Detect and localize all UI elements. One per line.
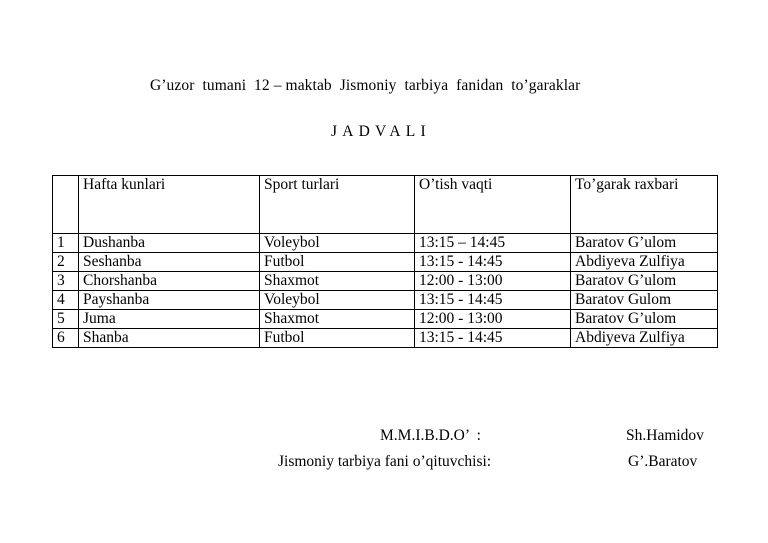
row-time: 13:15 - 14:45 <box>415 291 571 310</box>
row-weekday: Payshanba <box>79 291 260 310</box>
table-row <box>53 291 718 310</box>
table-row <box>53 253 718 272</box>
header-weekday: Hafta kunlari <box>79 176 260 234</box>
table-row <box>53 329 718 348</box>
row-number: 4 <box>53 291 79 310</box>
row-time: 13:15 - 14:45 <box>415 253 571 272</box>
row-number: 3 <box>53 272 79 291</box>
schedule-table <box>52 175 718 348</box>
document-subtitle: JADVALI <box>331 123 431 140</box>
row-weekday: Chorshanba <box>79 272 260 291</box>
teacher-name: G’.Baratov <box>628 453 698 470</box>
table-header-row <box>53 176 718 234</box>
row-sport: Shaxmot <box>260 310 415 329</box>
row-number: 6 <box>53 329 79 348</box>
row-leader: Abdiyeva Zulfiya <box>571 253 718 272</box>
row-leader: Baratov G’ulom <box>571 272 718 291</box>
teacher-label: Jismoniy tarbiya fani o’qituvchisi: <box>278 453 492 470</box>
row-sport: Shaxmot <box>260 272 415 291</box>
header-sport: Sport turlari <box>260 176 415 234</box>
row-leader: Baratov G’ulom <box>571 310 718 329</box>
header-number <box>53 176 79 234</box>
row-time: 12:00 - 13:00 <box>415 310 571 329</box>
row-sport: Voleybol <box>260 234 415 253</box>
row-time: 13:15 - 14:45 <box>415 329 571 348</box>
row-leader: Baratov Gulom <box>571 291 718 310</box>
row-weekday: Shanba <box>79 329 260 348</box>
document-title: G’uzor tumani 12 – maktab Jismoniy tarbiya fanidan to’garaklar <box>150 77 581 94</box>
row-time: 12:00 - 13:00 <box>415 272 571 291</box>
table-row <box>53 310 718 329</box>
row-leader: Baratov G’ulom <box>571 234 718 253</box>
table-row <box>53 234 718 253</box>
row-number: 2 <box>53 253 79 272</box>
row-leader: Abdiyeva Zulfiya <box>571 329 718 348</box>
row-number: 1 <box>53 234 79 253</box>
row-number: 5 <box>53 310 79 329</box>
table-row <box>53 272 718 291</box>
header-time: O’tish vaqti <box>415 176 571 234</box>
row-weekday: Juma <box>79 310 260 329</box>
director-label: M.M.I.B.D.O’ : <box>380 427 481 444</box>
row-sport: Futbol <box>260 329 415 348</box>
row-sport: Voleybol <box>260 291 415 310</box>
director-name: Sh.Hamidov <box>626 427 704 444</box>
header-leader: To’garak raxbari <box>571 176 718 234</box>
row-weekday: Seshanba <box>79 253 260 272</box>
row-time: 13:15 – 14:45 <box>415 234 571 253</box>
row-sport: Futbol <box>260 253 415 272</box>
row-weekday: Dushanba <box>79 234 260 253</box>
